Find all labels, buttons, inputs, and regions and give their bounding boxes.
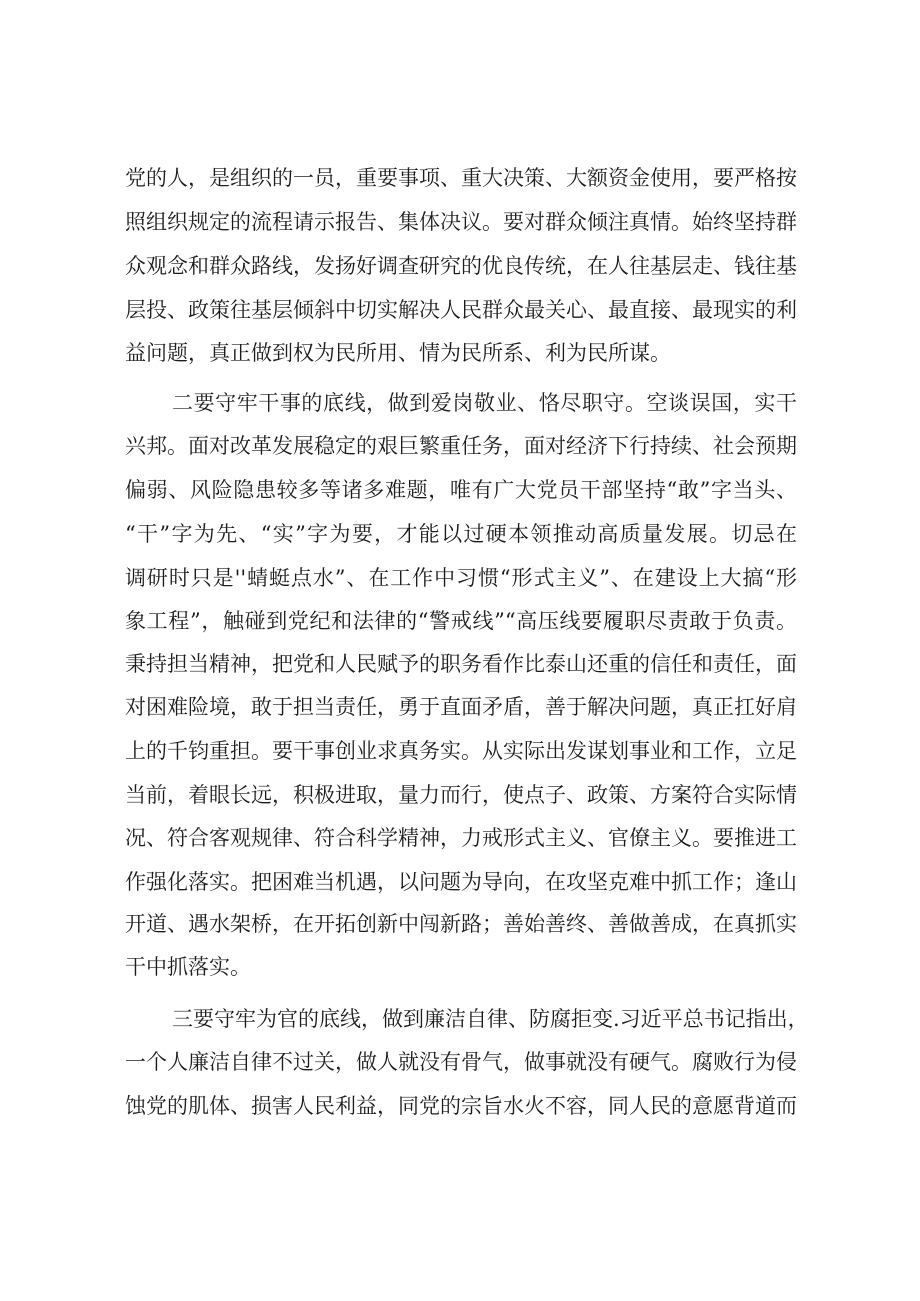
text-line: 干中抓落实。 <box>125 955 251 979</box>
paragraph-heading-line: 三要守牢为官的底线，做到廉洁自律、防腐拒变.习近平总书记指出， <box>172 1007 809 1031</box>
text-line: “干”字为先、“实”字为要，才能以过硬本领推动高质量发展。切忌在 <box>125 522 797 546</box>
text-line: 上的千钧重担。要干事创业求真务实。从实际出发谋划事业和工作，立足 <box>125 739 797 763</box>
text-line: 偏弱、风险隐患较多等诸多难题，唯有广大党员干部坚持“敢”字当头、 <box>125 478 797 502</box>
text-line: 况、符合客观规律、符合科学精神，力戒形式主义、官僚主义。要推进工 <box>125 826 797 850</box>
text-line: 象工程”，触碰到党纪和法律的“警戒线”“高压线要履职尽责敢于负责。 <box>125 609 797 633</box>
text-line: 众观念和群众路线，发扬好调查研究的优良传统，在人往基层走、钱往基 <box>125 254 797 278</box>
text-line: 一个人廉洁自律不过关，做人就没有骨气，做事就没有硬气。腐败行为侵 <box>125 1050 797 1074</box>
text-line: 兴邦。面对改革发展稳定的艰巨繁重任务，面对经济下行持续、社会预期 <box>125 434 797 458</box>
text-line: 蚀党的肌体、损害人民利益，同党的宗旨水火不容，同人民的意愿背道而 <box>125 1094 797 1118</box>
text-line: 作强化落实。把困难当机遇，以问题为导向，在攻坚克难中抓工作；逢山 <box>125 870 797 894</box>
text-line: 开道、遇水架桥，在开拓创新中闯新路；善始善终、善做善成，在真抓实 <box>125 912 797 936</box>
paragraph-heading-line: 二要守牢干事的底线，做到爱岗敬业、恪尽职守。空谈误国，实干 <box>172 391 797 415</box>
text-line: 秉持担当精神，把党和人民赋予的职务看作比泰山还重的信任和责任，面 <box>125 652 797 676</box>
text-line: 照组织规定的流程请示报告、集体决议。要对群众倾注真情。始终坚持群 <box>125 210 797 234</box>
text-line: 对困难险境，敢于担当责任，勇于直面矛盾，善于解决问题，真正扛好肩 <box>125 695 797 719</box>
text-line: 调研时只是''蜻蜓点水”、在工作中习惯“形式主义”、在建设上大搞“形 <box>125 566 797 590</box>
text-line: 益问题，真正做到权为民所用、情为民所系、利为民所谋。 <box>125 341 671 365</box>
text-line: 层投、政策往基层倾斜中切实解决人民群众最关心、最直接、最现实的利 <box>125 298 797 322</box>
text-line: 党的人，是组织的一员，重要事项、重大决策、大额资金使用，要严格按 <box>125 166 797 190</box>
text-line: 当前，着眼长远，积极进取，量力而行，使点子、政策、方案符合实际情 <box>125 783 797 807</box>
